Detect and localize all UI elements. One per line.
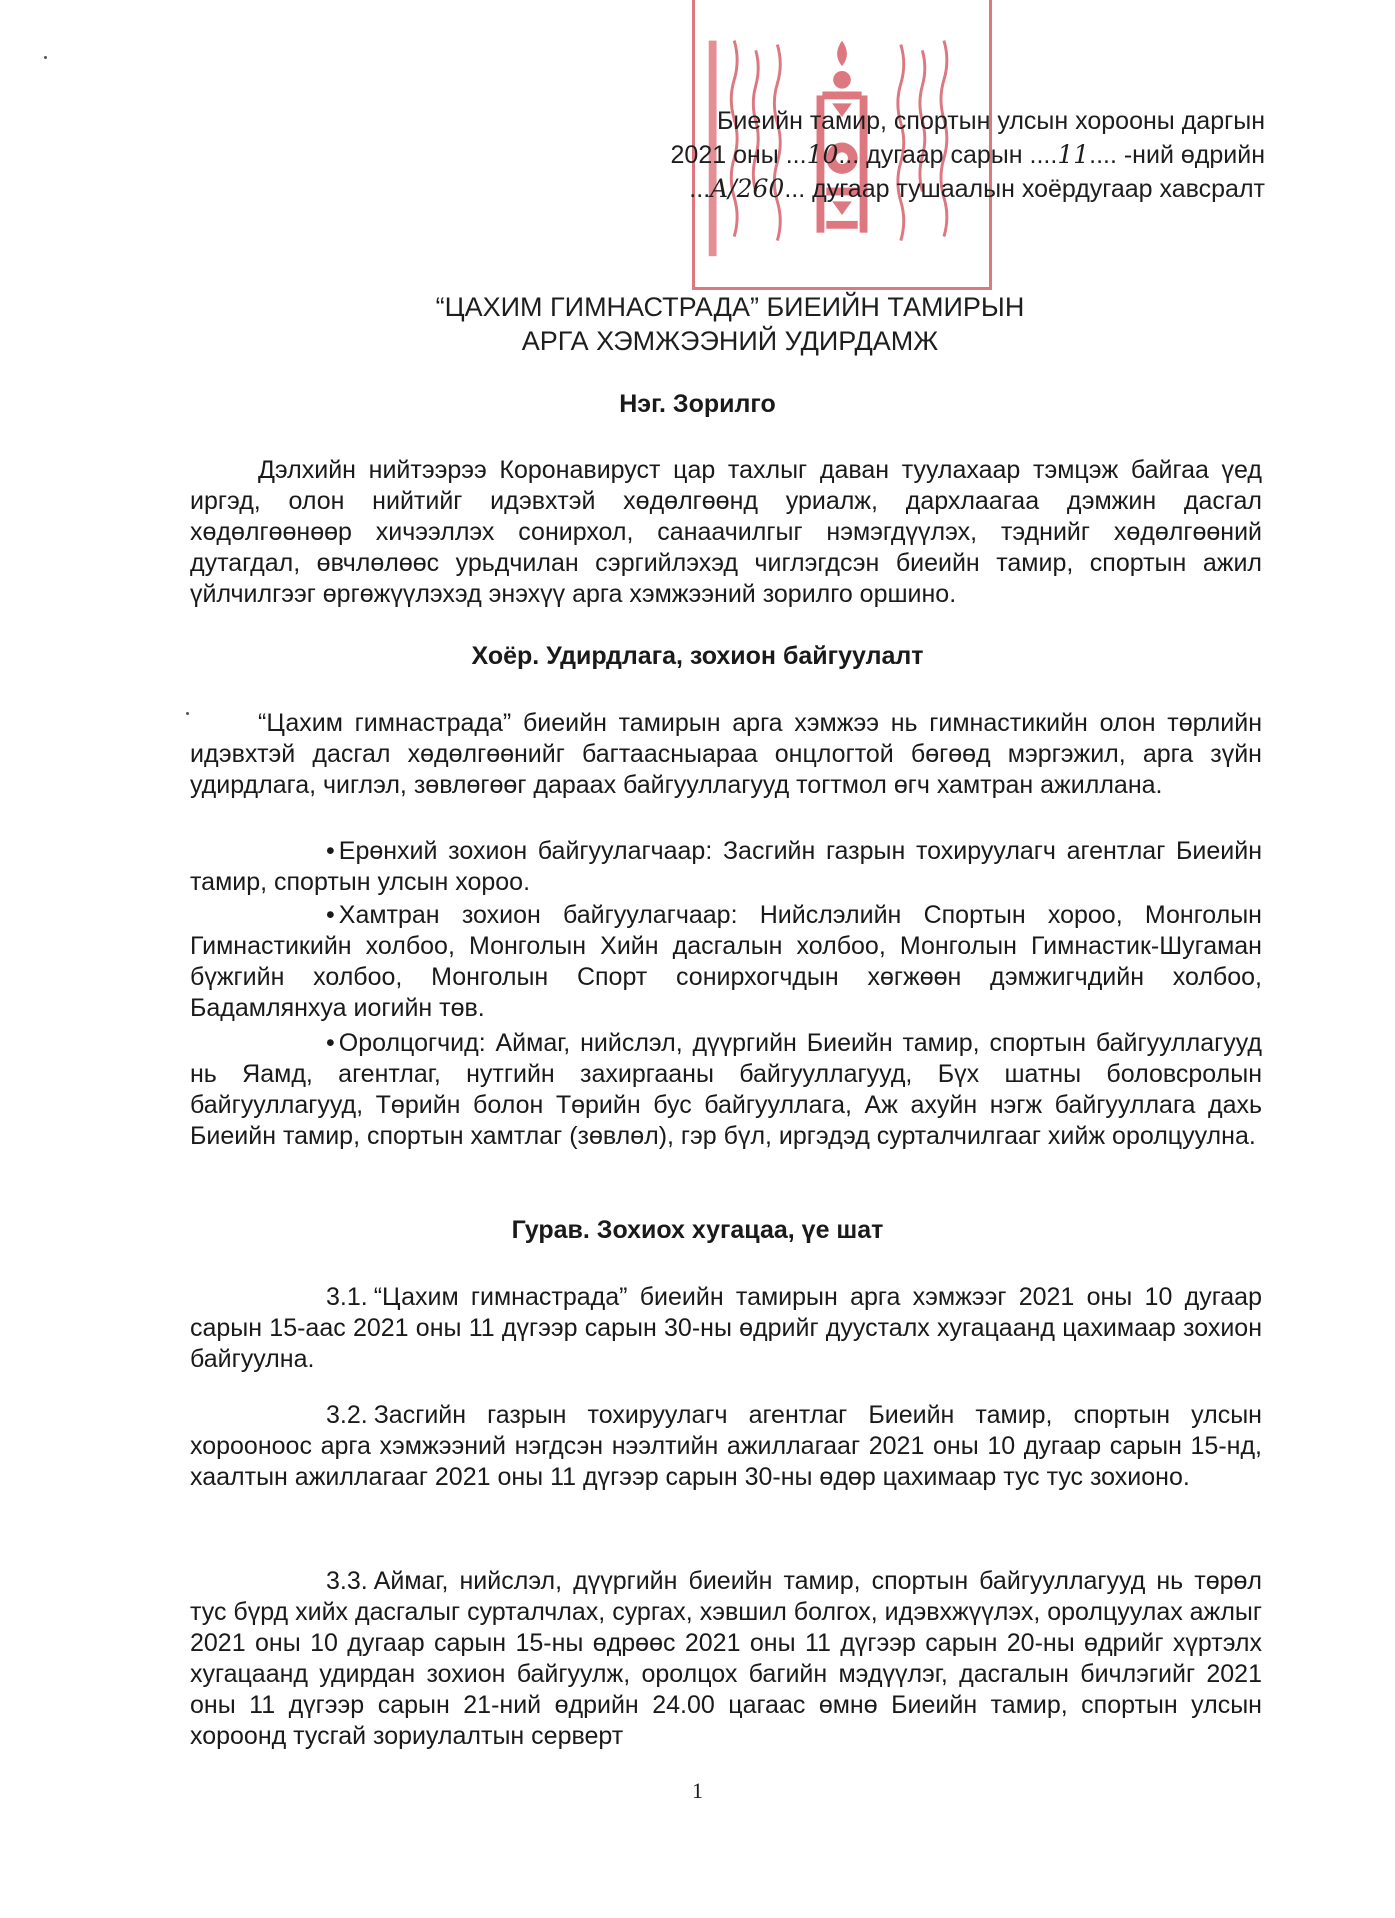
annex-line-1: Биеийн тамир, спортын улсын хорооны даргын (716, 107, 1265, 135)
title-line-1: “ЦАХИМ ГИМНАСТРАДА” БИЕИЙН ТАМИРЫН (435, 292, 1025, 322)
list-item (190, 1028, 1262, 1152)
section-2-heading: Хоёр. Удирдлага, зохион байгуулалт (471, 642, 924, 670)
annex-reference (640, 104, 1265, 206)
clause-3-3 (190, 1566, 1262, 1752)
handwritten-day: 11 (1057, 140, 1090, 169)
clause-3-1 (190, 1282, 1262, 1375)
section-2-intro: “Цахим гимнастрада” биеийн тамирын арга хэмжээ нь гимнастикийн олон төрлийн идэвхтэй дасгал хөдөлгөөнийг багтаасныараа онцлогтой бөгөөд мэргэжил, арга зүйн удирдлага, чиглэл, зөвлөгөөг дараах байгууллагууд тогтмол өгч хамтран ажиллана. (190, 709, 1262, 799)
clause-number: 3.2. (326, 1401, 368, 1429)
clause-text: Засгийн газрын тохируулагч агентлаг Биеийн тамир, спортын улсын хорооноос арга хэмжээний нэгдсэн нээлтийн ажиллагааг 2021 оны 10 дугаар сарын 15-нд, хаалтын ажиллагааг 2021 оны 11 дүгээр сарын 30-ны өдөр цахимаар тус тус зохионо. (190, 1401, 1262, 1491)
bullet-text: Хамтран зохион байгуулагчаар: Нийслэлийн Спортын хороо, Монголын Гимнастикийн холбоо, Монголын Хийн дасгалын холбоо, Монголын Гимнастик-Шугаман бүжгийн холбоо, Монголын Спорт сонирхогчдын хөгжөөн дэмжигчдийн холбоо, Бадамлянхуа иогийн төв. (190, 901, 1262, 1022)
section-3-heading: Гурав. Зохиох хугацаа, үе шат (511, 1216, 884, 1244)
handwritten-order-number: A/260 (710, 174, 785, 203)
clause-number: 3.1. (326, 1283, 368, 1311)
bullet-text: Оролцогчид: Аймаг, нийслэл, дүүргийн Биеийн тамир, спортын байгууллагууд нь Яамд, агентлаг, нутгийн захиргааны байгууллагууд, Бүх шатны боловсролын байгууллагууд, Төрийн болон Төрийн бус байгууллага, Аж ахуйн нэгж байгууллага дахь Биеийн тамир, спортын хамтлаг (зөвлөл), гэр бүл, иргэдэд сурталчилгааг хийж оролцуулна. (190, 1029, 1262, 1150)
clause-3-2 (190, 1400, 1262, 1493)
handwritten-month: 10 (806, 140, 839, 169)
section-1-text: Дэлхийн нийтээрээ Коронавируст цар тахлыг даван туулахаар тэмцэж байгаа үед иргэд, олон нийтийг идэвхтэй хөдөлгөөнд уриалж, дархлаагаа дэмжин дасгал хөдөлгөөнөөр хичээллэх сонирхол, санаачилгыг нэмэгдүүлэх, тэднийг хөдөлгөөний дутагдал, өвчлөлөөс урьдчилан сэргийлэхэд чиглэгдсэн биеийн тамир, спортын ажил үйлчилгээг өргөжүүлэхэд энэхүү арга хэмжээний зорилго оршино. (190, 456, 1262, 608)
list-item (190, 900, 1262, 1024)
document-title (340, 290, 1120, 358)
bullet-text: Ерөнхий зохион байгуулагчаар: Засгийн газрын тохируулагч агентлаг Биеийн тамир, спортын улсын хороо. (190, 837, 1262, 896)
page-number: 1 (692, 1778, 703, 1803)
clause-text: Аймаг, нийслэл, дүүргийн биеийн тамир, спортын байгууллагууд нь төрөл тус бүрд хийх дасгалыг сурталчлах, сургах, хэвшил болгох, идэвхжүүлэх, оролцуулах ажлыг 2021 оны 10 дугаар сарын 15-ны өдрөөс 2021 оны 11 дүгээр сарын 20-ны өдрийг хүртэлх хугацаанд удирдан зохион байгуулж, оролцох багийн мэдүүлэг, дасгалын бичлэгийг 2021 оны 11 дүгээр сарын 21-ний өдрийн 24.00 цагаас өмнө Биеийн тамир, спортын улсын хороонд тусгай зориулалтын серверт (190, 1567, 1262, 1750)
list-item (190, 836, 1262, 898)
clause-number: 3.3. (326, 1567, 368, 1595)
bullet-icon: • (326, 901, 335, 929)
bullet-icon: • (326, 1029, 335, 1057)
annex-line-3: ...A/260... дугаар тушаалын хоёрдугаар хавсралт (689, 174, 1265, 203)
annex-line-2: 2021 оны ...10... дугаар сарын ....11.... -ний өдрийн (670, 140, 1265, 169)
title-line-2: АРГА ХЭМЖЭЭНИЙ УДИРДАМЖ (521, 326, 939, 356)
scan-speck (44, 56, 47, 59)
scan-speck (186, 712, 189, 715)
clause-text: “Цахим гимнастрада” биеийн тамирын арга хэмжээг 2021 оны 10 дугаар сарын 15-аас 2021 оны 11 дүгээр сарын 30-ны өдрийг дуусталх хугацаанд цахимаар зохион байгуулна. (190, 1283, 1262, 1373)
section-1-heading: Нэг. Зорилго (619, 390, 776, 418)
bullet-icon: • (326, 837, 335, 865)
